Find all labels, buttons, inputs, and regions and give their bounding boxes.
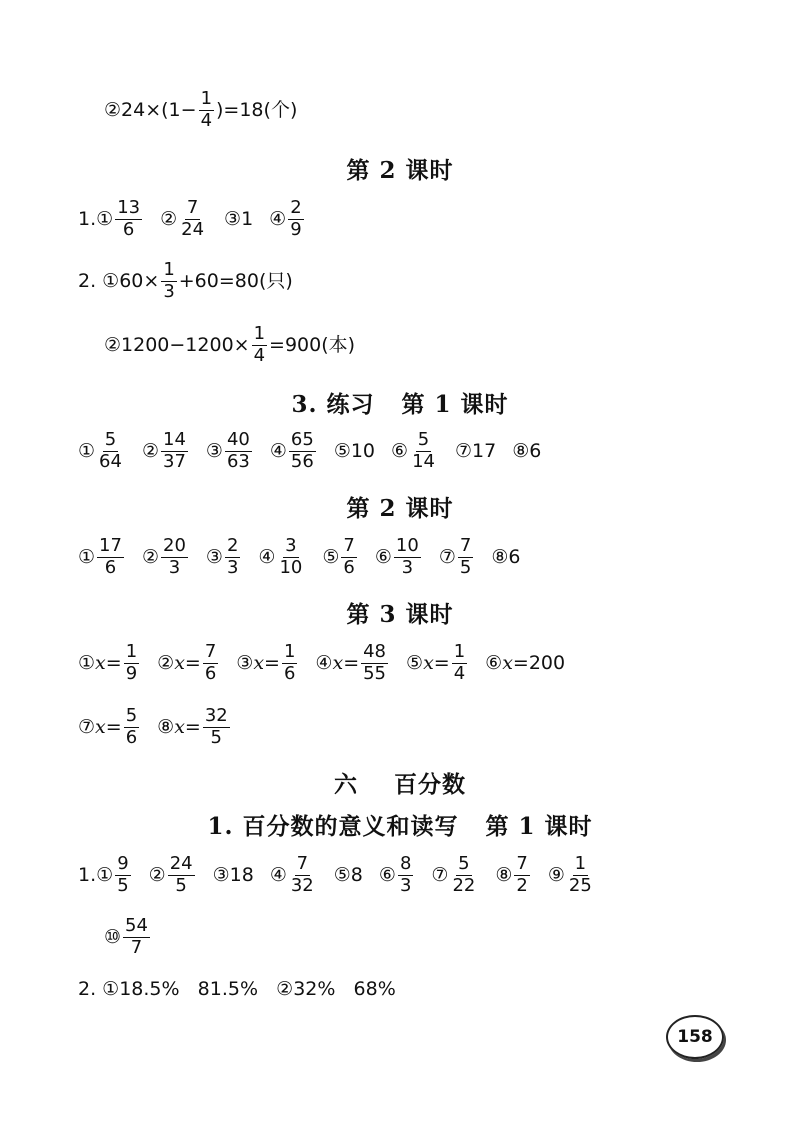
variable: x	[253, 651, 265, 674]
lesson-heading-practice-3: 第 3 课时	[346, 601, 454, 628]
fraction	[452, 640, 467, 684]
answer-item	[391, 428, 439, 472]
denominator: 32	[290, 874, 314, 896]
text-segment: ②	[148, 863, 166, 886]
fraction	[97, 428, 124, 472]
fraction	[514, 852, 529, 896]
numerator: 1	[200, 87, 213, 109]
answer-line-l2-q2a	[78, 258, 740, 304]
answer-line-l2-q2b	[104, 322, 740, 368]
answer-item	[431, 852, 479, 896]
answer-item	[78, 428, 126, 472]
numerator: 1	[163, 258, 175, 280]
numerator: 9	[117, 852, 129, 874]
text-segment: =200	[512, 651, 566, 674]
text-segment: ⑧6	[512, 439, 542, 462]
text-segment: ①	[78, 545, 96, 568]
fraction	[203, 640, 218, 684]
denominator: 5	[117, 874, 129, 896]
answer-item	[495, 852, 532, 896]
answer-item	[438, 534, 476, 578]
fraction	[252, 322, 267, 366]
answer-item	[406, 640, 469, 684]
answer-item	[269, 428, 318, 472]
fraction	[123, 914, 150, 958]
denominator: 10	[279, 556, 303, 578]
numerator: 32	[204, 704, 228, 726]
numerator: 13	[117, 196, 141, 218]
answer-item	[236, 640, 299, 684]
numerator: 17	[99, 534, 122, 556]
denominator: 6	[122, 218, 135, 240]
denominator: 6	[104, 556, 117, 578]
text-segment: ④	[269, 439, 287, 462]
variable: x	[95, 715, 106, 738]
text-segment: ⑤	[322, 545, 340, 568]
fraction	[277, 534, 304, 578]
answer-item	[269, 852, 318, 896]
text-segment: ①	[96, 207, 114, 230]
fraction	[394, 534, 421, 578]
answer-item	[96, 852, 133, 896]
answer-line-l2-q1	[78, 196, 740, 242]
numerator: 14	[163, 428, 186, 450]
fraction	[361, 640, 388, 684]
numerator: 7	[516, 852, 528, 874]
answer-item	[512, 439, 542, 462]
denominator: 6	[283, 662, 296, 684]
answer-items	[96, 852, 596, 896]
answer-item	[78, 640, 141, 684]
denominator: 6	[204, 662, 217, 684]
fraction	[115, 852, 130, 896]
answer-item	[78, 534, 126, 578]
text-segment: =	[105, 651, 122, 674]
numerator: 3	[285, 534, 297, 556]
numerator: 5	[125, 704, 138, 726]
numerator: 5	[458, 852, 470, 874]
numerator: 1	[283, 640, 296, 662]
answer-line-practice2	[78, 534, 740, 580]
fraction	[161, 534, 188, 578]
answer-item	[148, 852, 197, 896]
variable: x	[423, 651, 434, 674]
denominator: 55	[363, 662, 387, 684]
text-segment: ④	[269, 207, 287, 230]
numerator: 7	[343, 534, 355, 556]
numerator: 20	[163, 534, 186, 556]
numerator: 7	[459, 534, 472, 556]
text-segment: ④	[258, 545, 276, 568]
text-segment: ②	[141, 439, 159, 462]
answer-item	[333, 439, 376, 462]
text-segment: =	[105, 715, 122, 738]
denominator: 24	[181, 218, 205, 240]
answer-item	[258, 534, 306, 578]
numerator: 1	[574, 852, 587, 874]
answer-item	[212, 863, 254, 886]
numerator: 1	[453, 640, 466, 662]
answer-item	[224, 207, 254, 230]
fraction	[168, 852, 195, 896]
fraction	[124, 640, 139, 684]
text-segment: ②	[157, 651, 175, 674]
answer-line-ch6-q1	[78, 852, 740, 898]
answer-item	[491, 545, 521, 568]
numerator: 2	[226, 534, 239, 556]
text-segment: ⑤10	[333, 439, 376, 462]
answer-line-ch6-q2	[78, 976, 740, 1002]
numerator: 24	[169, 852, 193, 874]
variable: x	[174, 651, 185, 674]
denominator: 5	[175, 874, 187, 896]
denominator: 56	[290, 450, 314, 472]
text-segment: 2. ①60×	[78, 269, 160, 292]
variable: x	[174, 715, 185, 738]
answer-item	[205, 428, 254, 472]
text-segment: ⑦	[431, 863, 449, 886]
text-segment: ③18	[212, 863, 254, 886]
text-segment: ⑥	[374, 545, 392, 568]
text-segment: ②24×(1−	[104, 98, 197, 121]
text-segment: =900(本)	[269, 333, 356, 356]
text-segment: =	[343, 651, 360, 674]
numerator: 7	[296, 852, 309, 874]
numerator: 5	[104, 428, 117, 450]
fraction	[450, 852, 477, 896]
text-segment: ①	[78, 439, 96, 462]
answer-item	[485, 651, 566, 674]
answer-text: 2. ①18.5% 81.5% ②32% 68%	[78, 977, 396, 1000]
numerator: 1	[253, 322, 266, 344]
text-segment: ⑩	[104, 925, 122, 948]
page-number: 158	[677, 1027, 713, 1047]
text-segment: +60=80(只)	[178, 269, 293, 292]
text-segment: ②	[160, 207, 178, 230]
answer-line-practice1	[78, 428, 740, 474]
fraction	[410, 428, 437, 472]
fraction	[225, 428, 252, 472]
text-segment: ①	[78, 651, 96, 674]
denominator: 5	[459, 556, 472, 578]
answer-line-ch5-top	[104, 88, 740, 132]
numerator: 7	[186, 196, 199, 218]
text-segment: =	[184, 715, 201, 738]
text-segment: ②	[141, 545, 159, 568]
fraction	[282, 640, 297, 684]
text-segment: ⑤8	[333, 863, 363, 886]
variable: x	[95, 651, 106, 674]
text-segment: ③	[236, 651, 254, 674]
denominator: 6	[125, 726, 138, 748]
denominator: 14	[412, 450, 435, 472]
text-segment: ④	[315, 651, 333, 674]
denominator: 3	[226, 556, 239, 578]
answer-item	[141, 534, 190, 578]
section-heading: 1. 百分数的意义和读写 第 1 课时	[207, 813, 593, 840]
answer-item	[141, 428, 190, 472]
denominator: 3	[399, 874, 412, 896]
text-segment: ⑦	[438, 545, 456, 568]
fraction	[458, 534, 473, 578]
fraction	[161, 258, 176, 302]
numerator: 5	[417, 428, 430, 450]
fraction	[199, 87, 214, 131]
text-segment: )=18(个)	[216, 98, 298, 121]
text-segment: =	[184, 651, 201, 674]
fraction	[341, 534, 356, 578]
answer-item	[269, 196, 306, 240]
fraction	[161, 428, 188, 472]
variable: x	[502, 651, 513, 674]
answer-item	[315, 640, 390, 684]
answer-line-practice3b	[78, 704, 740, 750]
denominator: 63	[226, 450, 250, 472]
denominator: 25	[568, 874, 592, 896]
page-number-badge	[666, 1015, 724, 1059]
denominator: 3	[168, 556, 181, 578]
text-segment: ①	[96, 863, 114, 886]
fraction	[289, 428, 316, 472]
text-segment: ②1200−1200×	[104, 333, 250, 356]
answer-item	[157, 704, 232, 748]
text-segment: ⑥	[378, 863, 396, 886]
numerator: 7	[204, 640, 217, 662]
answer-line-ch6-q1b	[104, 914, 740, 960]
answer-item	[378, 852, 416, 896]
answer-item	[333, 863, 363, 886]
answer-item	[454, 439, 497, 462]
denominator: 4	[253, 344, 266, 366]
numerator: 10	[395, 534, 419, 556]
answer-items	[96, 196, 306, 240]
numerator: 40	[226, 428, 250, 450]
variable: x	[332, 651, 344, 674]
denominator: 6	[343, 556, 355, 578]
question-label: 1.	[78, 207, 97, 230]
answer-item	[374, 534, 423, 578]
numerator: 48	[363, 640, 387, 662]
text-segment: ④	[269, 863, 287, 886]
text-segment: =	[264, 651, 280, 674]
text-segment: ⑦	[78, 715, 96, 738]
answer-item	[160, 196, 208, 240]
text-segment: ⑤	[406, 651, 424, 674]
fraction	[567, 852, 594, 896]
answer-item	[322, 534, 359, 578]
text-segment: ③	[205, 439, 223, 462]
text-segment: ⑥	[391, 439, 409, 462]
text-segment: ⑥	[485, 651, 503, 674]
fraction	[398, 852, 413, 896]
answer-item	[205, 534, 243, 578]
denominator: 4	[200, 109, 213, 131]
answer-line-practice3a	[78, 640, 740, 686]
fraction	[115, 196, 142, 240]
text-segment: ⑧6	[491, 545, 521, 568]
text-segment: ⑧	[157, 715, 175, 738]
denominator: 9	[125, 662, 138, 684]
fraction	[97, 534, 124, 578]
denominator: 3	[163, 280, 175, 302]
answer-item	[547, 852, 596, 896]
answer-item	[104, 914, 152, 958]
question-label: 1.	[78, 863, 97, 886]
text-segment: ⑦17	[454, 439, 497, 462]
denominator: 5	[210, 726, 222, 748]
text-segment: ⑨	[547, 863, 565, 886]
chapter-heading: 六 百分数	[333, 771, 467, 798]
text-segment: ③	[205, 545, 223, 568]
denominator: 4	[453, 662, 466, 684]
fraction	[289, 852, 316, 896]
denominator: 3	[401, 556, 414, 578]
numerator: 2	[290, 196, 302, 218]
denominator: 9	[290, 218, 302, 240]
text-segment: ③1	[224, 207, 254, 230]
numerator: 65	[290, 428, 314, 450]
numerator: 8	[399, 852, 412, 874]
denominator: 7	[130, 936, 143, 958]
denominator: 37	[163, 450, 186, 472]
answer-item	[157, 640, 220, 684]
denominator: 64	[99, 450, 122, 472]
fraction	[203, 704, 230, 748]
lesson-heading-2: 第 2 课时	[346, 157, 454, 184]
answer-item	[78, 704, 141, 748]
text-segment: ⑧	[495, 863, 513, 886]
numerator: 1	[125, 640, 138, 662]
fraction	[225, 534, 240, 578]
answer-item	[96, 196, 144, 240]
numerator: 54	[125, 914, 148, 936]
denominator: 2	[516, 874, 528, 896]
lesson-heading-practice-2: 第 2 课时	[346, 495, 454, 522]
denominator: 22	[452, 874, 476, 896]
fraction	[179, 196, 206, 240]
text-segment: =	[433, 651, 450, 674]
practice-heading-1: 3. 练习 第 1 课时	[291, 391, 509, 418]
fraction	[288, 196, 303, 240]
fraction	[124, 704, 139, 748]
